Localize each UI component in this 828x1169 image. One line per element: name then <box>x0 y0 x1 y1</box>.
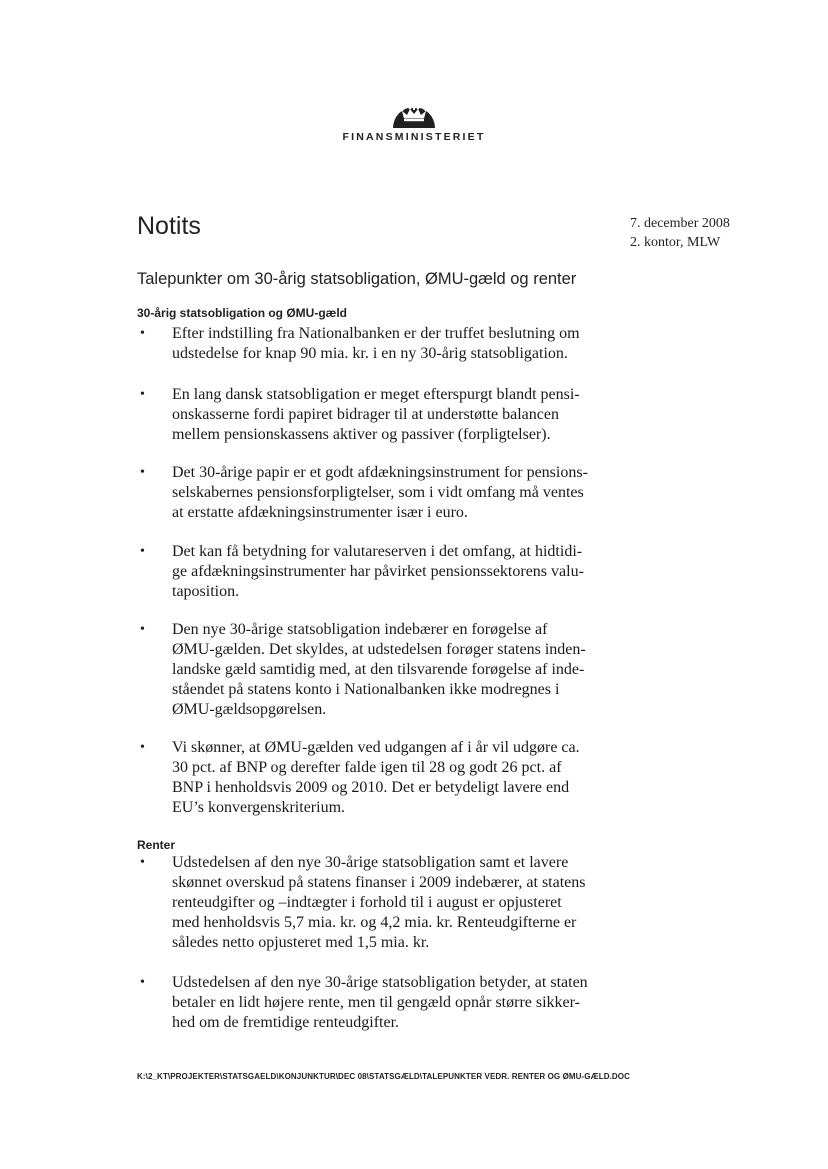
bullet-item <box>137 542 627 602</box>
bullet-dot-icon: • <box>140 544 145 559</box>
document-meta <box>630 214 730 252</box>
bullet-item <box>137 463 627 523</box>
bullet-item <box>137 973 627 1033</box>
document-title: Talepunkter om 30-årig statsobligation, ØMU-gæld og renter <box>137 270 577 288</box>
bullet-text-line: skønnet overskud på statens finanser i 2009 indebærer, at statens <box>172 874 586 891</box>
bullet-text-line: hed om de fremtidige renteudgifter. <box>172 1014 400 1031</box>
bullet-item <box>137 620 627 720</box>
document-office: 2. kontor, MLW <box>630 235 721 250</box>
file-path: K:\2_KT\PROJEKTER\STATSGAELD\KONJUNKTUR\DEC 08\STATSGÆLD\TALEPUNKTER VEDR. RENTER OG ØMU-GÆLD.DOC <box>137 1072 630 1081</box>
bullet-text-line: ståendet på statens konto i Nationalbanken ikke modregnes i <box>172 681 560 698</box>
bullet-text-line: Udstedelsen af den nye 30-årige statsobligation betyder, at staten <box>172 974 588 991</box>
bullet-item <box>137 385 627 445</box>
ministry-logo <box>0 100 828 143</box>
section-heading: Renter <box>137 838 176 852</box>
bullet-text-line: landske gæld samtidig med, at den tilsvarende forøgelse af inde- <box>172 661 585 678</box>
bullet-dot-icon: • <box>140 387 145 402</box>
document-date: 7. december 2008 <box>630 216 730 231</box>
bullet-text-line: mellem pensionskassens aktiver og passiver (forpligtelser). <box>172 426 551 443</box>
bullet-dot-icon: • <box>140 975 145 990</box>
bullet-text-line: onskasserne fordi papiret bidrager til at understøtte balancen <box>172 406 559 423</box>
bullet-item <box>137 324 627 364</box>
bullet-text-line: taposition. <box>172 583 240 600</box>
bullet-text-line: Det 30-årige papir er et godt afdækningsinstrument for pensions- <box>172 464 588 481</box>
bullet-text-line: ØMU-gælden. Det skyldes, at udstedelsen forøger statens inden- <box>172 641 586 658</box>
section-heading: 30-årig statsobligation og ØMU-gæld <box>137 306 348 320</box>
bullet-item <box>137 853 627 953</box>
bullet-text-line: Efter indstilling fra Nationalbanken er der truffet beslutning om <box>172 325 580 342</box>
bullet-text-line: En lang dansk statsobligation er meget efterspurgt blandt pensi- <box>172 386 580 403</box>
bullet-text-line: EU’s konvergenskriterium. <box>172 799 346 816</box>
bullet-text-line: renteudgifter og –indtægter i forhold til i august er opjusteret <box>172 894 562 911</box>
bullet-dot-icon: • <box>140 465 145 480</box>
bullet-text-line: Udstedelsen af den nye 30-årige statsobligation samt et lavere <box>172 854 569 871</box>
bullet-text-line: selskabernes pensionsforpligtelser, som i vidt omfang må ventes <box>172 484 584 501</box>
bullet-text-line: ge afdækningsinstrumenter har påvirket pensionssektorens valu- <box>172 563 584 580</box>
document-type: Notits <box>137 212 201 240</box>
crown-emblem-icon <box>389 100 439 128</box>
bullet-text-line: således netto opjusteret med 1,5 mia. kr. <box>172 934 430 951</box>
bullet-text-line: ØMU-gældsopgørelsen. <box>172 701 327 718</box>
bullet-text-line: 30 pct. af BNP og derefter falde igen til 28 og godt 26 pct. af <box>172 759 562 776</box>
bullet-item <box>137 738 627 818</box>
bullet-text-line: Vi skønner, at ØMU-gælden ved udgangen af i år vil udgøre ca. <box>172 739 580 756</box>
bullet-dot-icon: • <box>140 326 145 341</box>
ministry-name: FINANSMINISTERIET <box>342 131 486 143</box>
bullet-text-line: BNP i henholdsvis 2009 og 2010. Det er betydeligt lavere end <box>172 779 570 796</box>
bullet-text-line: Den nye 30-årige statsobligation indebærer en forøgelse af <box>172 621 548 638</box>
bullet-text-line: Det kan få betydning for valutareserven i det omfang, at hidtidi- <box>172 543 583 560</box>
bullet-text-line: at erstatte afdækningsinstrumenter især i euro. <box>172 504 468 521</box>
bullet-text-line: betaler en lidt højere rente, men til gengæld opnår større sikker- <box>172 994 580 1011</box>
bullet-text-line: udstedelse for knap 90 mia. kr. i en ny 30-årig statsobligation. <box>172 345 568 362</box>
bullet-text-line: med henholdsvis 5,7 mia. kr. og 4,2 mia. kr. Renteudgifterne er <box>172 914 577 931</box>
bullet-dot-icon: • <box>140 622 145 637</box>
bullet-dot-icon: • <box>140 855 145 870</box>
bullet-dot-icon: • <box>140 740 145 755</box>
